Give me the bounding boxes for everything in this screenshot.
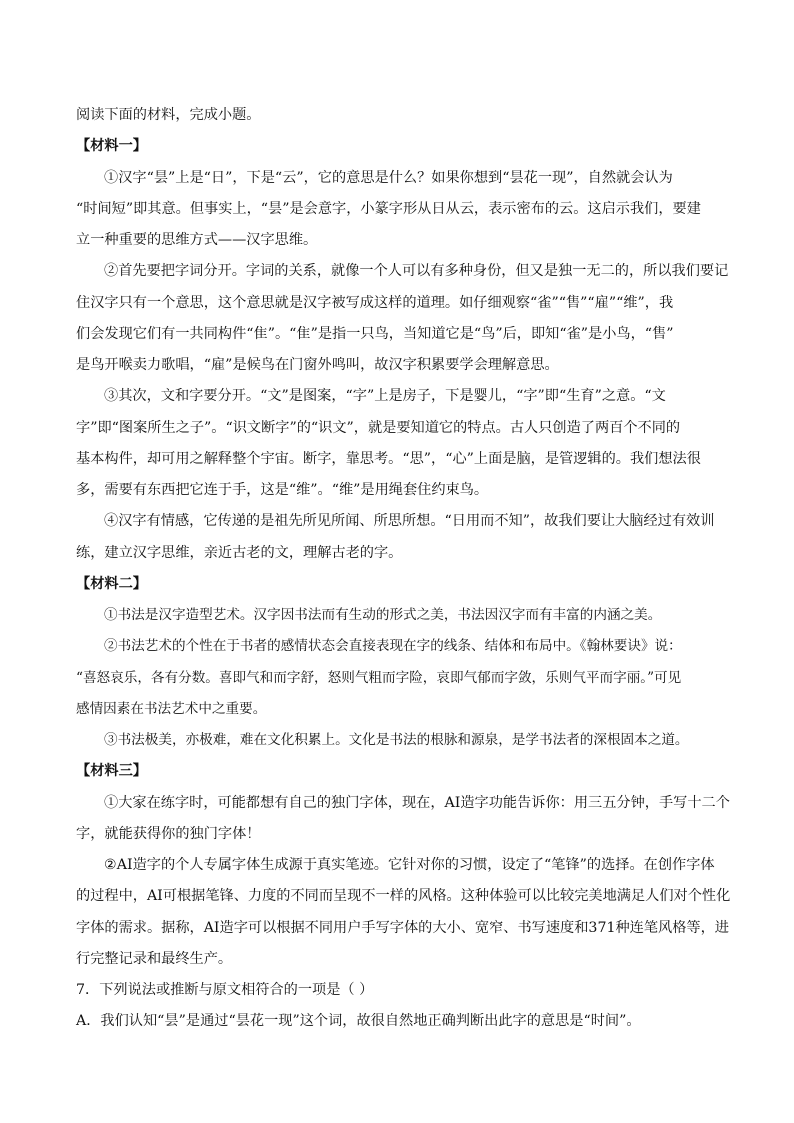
material-1-title: 【材料一】	[76, 138, 147, 155]
material-2-line: 感情因素在书法艺术中之重要。	[76, 700, 267, 717]
material-1-line: ④汉字有情感，它传递的是祖先所见所闻、所思所想。“日用而不知”，故我们要让大脑经过有效训	[104, 513, 715, 530]
material-3-line: 的过程中，AI可根据笔锋、力度的不同而呈现不一样的风格。这种体验可以比较完美地满足人们对个性化	[76, 888, 731, 905]
material-1-line: ①汉字“昙”上是“日”，下是“云”，它的意思是什么？如果你想到“昙花一现”，自然就会认为	[104, 169, 673, 186]
material-1-line: 练，建立汉字思维，亲近古老的文，理解古老的字。	[76, 544, 403, 561]
material-3-title: 【材料三】	[76, 763, 147, 780]
material-3-line: 行完整记录和最终生产。	[76, 950, 233, 967]
material-3-line: ②AI造字的个人专属字体生成源于真实笔迹。它针对你的习惯，设定了“笔锋”的选择。在创作字体	[104, 857, 715, 873]
material-2-line: ①书法是汉字造型艺术。汉字因书法而有生动的形式之美，书法因汉字而有丰富的内涵之美。	[104, 607, 662, 623]
question-option-a: A．我们认知“昙”是通过“昙花一现”这个词，故很自然地正确判断出此字的意思是“时间”。	[76, 1013, 641, 1030]
material-3-line: ①大家在练字时，可能都想有自己的独门字体，现在，AI造字功能告诉你：用三五分钟，手写十二个	[104, 794, 730, 811]
intro-text: 阅读下面的材料，完成小题。	[76, 107, 261, 123]
material-2-line: “喜怒哀乐，各有分数。喜即气和而字舒，怒则气粗而字险，哀即气郁而字敛，乐则气平而字丽。”可见	[76, 669, 682, 686]
material-1-line: ②首先要把字词分开。字词的关系，就像一个人可以有多种身份，但又是独一无二的，所以我们要记	[104, 263, 729, 280]
material-1-line: 多，需要有东西把它连于手，这是“维”。“维”是用绳套住约束鸟。	[76, 482, 489, 498]
material-1-line: 是鸟开喉卖力歌唱，“雇”是候鸟在门窗外鸣叫，故汉字积累要学会理解意思。	[76, 357, 559, 373]
material-2-line: ②书法艺术的个性在于书者的感情状态会直接表现在字的线条、结体和布局中。《翰林要诀》说：	[104, 638, 682, 655]
material-1-line: 住汉字只有一个意思，这个意思就是汉字被写成这样的道理。如仔细观察“雀”“售”“雇”“维”，我	[76, 294, 674, 311]
material-3-line: 字体的需求。据称，AI造字可以根据不同用户手写字体的大小、宽窄、书写速度和371种连笔风格等，进	[76, 919, 729, 936]
material-1-line: ③其次，文和字要分开。“文”是图案，“字”上是房子，下是婴儿，“字”即“生育”之意。“文	[104, 388, 666, 405]
material-3-line: 字，就能获得你的独门字体！	[76, 825, 261, 842]
material-1-line: 基本构件，却可用之解释整个宇宙。断字，靠思考。“思”，“心”上面是脑，是管逻辑的。我们想法很	[76, 450, 701, 467]
material-1-line: 立一种重要的思维方式——汉字思维。	[76, 232, 318, 248]
material-1-line: 字”即“图案所生之子”。“识文断字”的“识文”，就是要知道它的特点。古人只创造了两百个不同的	[76, 419, 681, 436]
material-2-title: 【材料二】	[76, 575, 147, 592]
material-1-line: 们会发现它们有一共同构件“隹”。“隹”是指一只鸟，当知道它是“鸟”后，即知“雀”是小鸟，“售”	[76, 325, 674, 342]
material-1-line: “时间短”即其意。但事实上，“昙”是会意字，小篆字形从日从云，表示密布的云。这启示我们，要建	[76, 200, 701, 217]
material-2-line: ③书法极美，亦极难，难在文化积累上。文化是书法的根脉和源泉，是学书法者的深根固本之道。	[104, 732, 689, 748]
question-stem: 7．下列说法或推断与原文相符合的一项是（ ）	[76, 982, 374, 998]
document-body	[76, 100, 731, 1038]
